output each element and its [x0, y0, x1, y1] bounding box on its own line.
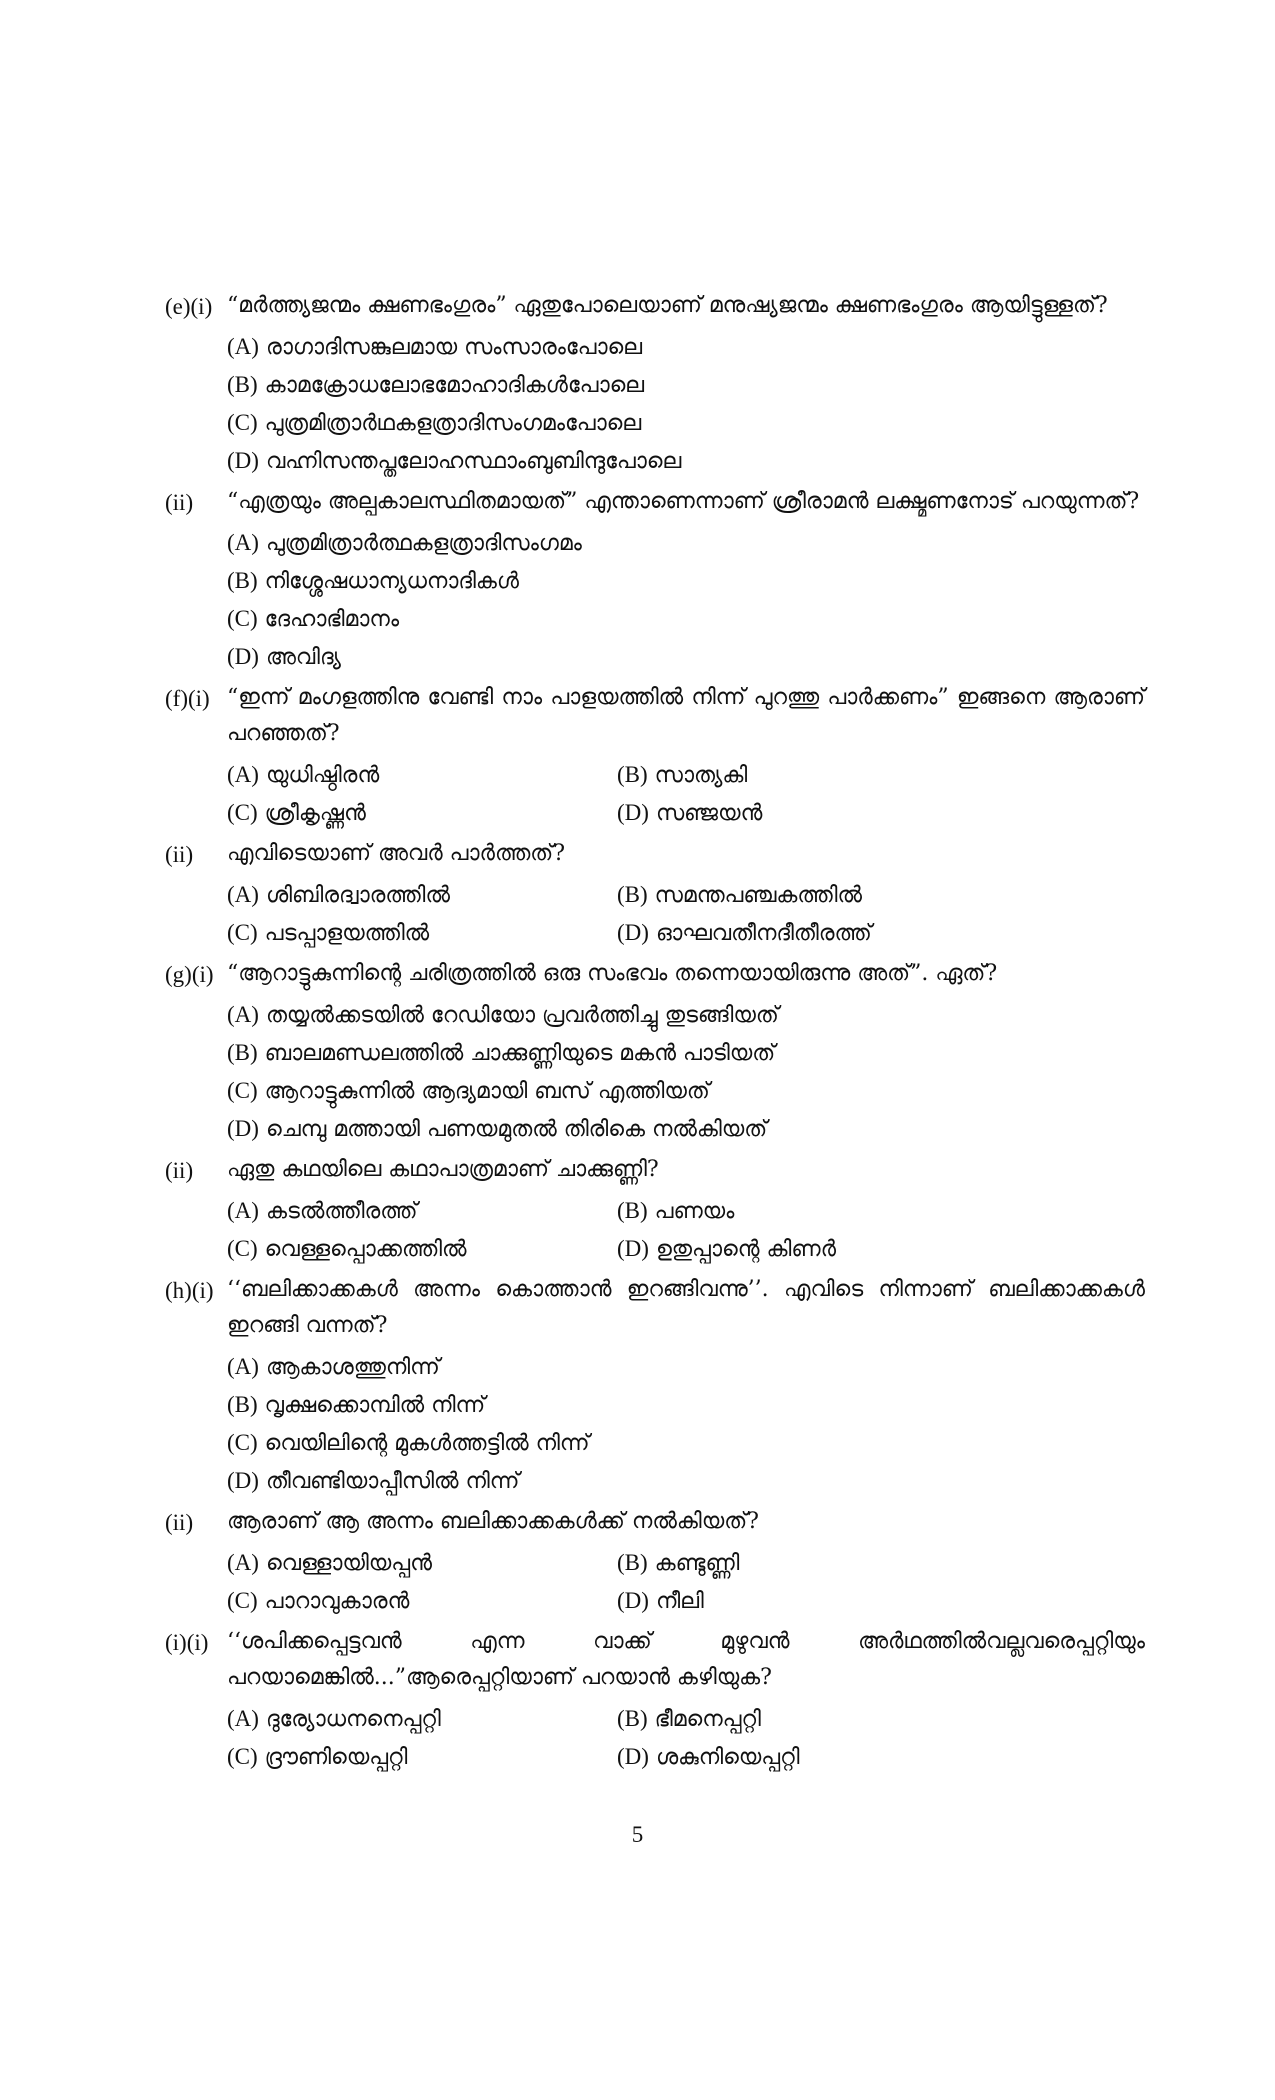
option-b: (B) വൃക്ഷക്കൊമ്പിൽ നിന്ന്: [227, 1392, 486, 1418]
option-c: (C) വെയിലിന്റെ മുകൾത്തട്ടിൽ നിന്ന്: [227, 1430, 590, 1456]
option-b: (B) കാമക്രോധലോഭമോഹാദികൾപോലെ: [227, 372, 645, 398]
option-d: (D) അവിദ്യ: [227, 644, 341, 670]
option-b: (B) സമന്തപഞ്ചകത്തിൽ: [617, 882, 863, 908]
option-d: (D) സഞ്ജയൻ: [617, 800, 763, 826]
question-number: (ii): [165, 1158, 194, 1183]
question-sheet: [165, 288, 1145, 1776]
option-d: (D) ഓഘവതീനദീതീരത്ത്: [617, 920, 872, 946]
option-a: (A) പുത്രമിത്രാർത്ഥകളത്രാദിസംഗമം: [227, 530, 582, 556]
option-c: (C) പുത്രമിത്രാർഥകളത്രാദിസംഗമംപോലെ: [227, 410, 642, 436]
option-d: (D) ശകുനിയെപ്പറ്റി: [617, 1744, 800, 1770]
question-number: (h)(i): [165, 1278, 214, 1303]
option-b: (B) സാത്യകി: [617, 762, 748, 788]
option-c: (C) ദ്രൗണിയെപ്പറ്റി: [227, 1744, 408, 1770]
option-a: (A) ശിബിരദ്വാരത്തിൽ: [227, 882, 450, 908]
option-d: (D) തീവണ്ടിയാപ്പീസിൽ നിന്ന്: [227, 1468, 520, 1494]
question-number: (ii): [165, 842, 194, 867]
option-c: (C) പടപ്പാളയത്തിൽ: [227, 920, 430, 946]
option-a: (A) തയ്യൽക്കടയിൽ റേഡിയോ പ്രവർത്തിച്ചു തുടങ്ങിയത്: [227, 1002, 779, 1028]
question-stem: ‘‘ബലിക്കാക്കകൾ അന്നം കൊത്താൻ ഇറങ്ങിവന്നു’’. എവിടെ നിന്നാണ് ബലിക്കാക്കകൾ ഇറങ്ങി വന്നത്?: [227, 1277, 1145, 1338]
option-b: (B) ഭീമനെപ്പറ്റി: [617, 1706, 761, 1732]
question-number: (g)(i): [165, 962, 214, 987]
question-number: (f)(i): [165, 686, 210, 711]
option-a: (A) യുധിഷ്ഠിരൻ: [227, 762, 380, 788]
option-a: (A) ദുര്യോധനനെപ്പറ്റി: [227, 1706, 441, 1732]
option-b: (B) പണയം: [617, 1198, 735, 1224]
question-g-ii: [165, 1152, 1145, 1268]
question-e-ii: [165, 484, 1145, 676]
option-a: (A) ആകാശത്തുനിന്ന്: [227, 1354, 440, 1380]
option-b: (B) നിശ്ശേഷധാന്യധനാദികൾ: [227, 568, 519, 594]
option-d: (D) വഹ്നിസന്തപ്തലോഹസ്ഥാംബുബിന്ദുപോലെ: [227, 448, 682, 474]
question-number: (ii): [165, 1510, 194, 1535]
option-d: (D) നീലി: [617, 1588, 704, 1614]
option-c: (C) പാറാവുകാരൻ: [227, 1588, 410, 1614]
question-f-ii: [165, 836, 1145, 952]
option-d: (D) ഉതുപ്പാന്റെ കിണർ: [617, 1236, 836, 1262]
question-number: (i)(i): [165, 1630, 209, 1655]
question-i-i: [165, 1624, 1145, 1776]
option-b: (B) കണ്ടുണ്ണി: [617, 1550, 740, 1576]
question-stem: “ആറാട്ടുകുന്നിന്റെ ചരിത്രത്തിൽ ഒരു സംഭവം തന്നെയായിരുന്നു അത്”. ഏത്?: [227, 961, 998, 986]
question-stem: “എത്രയും അല്പകാലസ്ഥിതമായത്” എന്താണെന്നാണ് ശ്രീരാമൻ ലക്ഷ്മണനോട് പറയുന്നത്?: [227, 489, 1140, 514]
question-number: (e)(i): [165, 294, 213, 319]
option-b: (B) ബാലമണ്ഡലത്തിൽ ചാക്കുണ്ണിയുടെ മകൻ പാടിയത്: [227, 1040, 776, 1066]
option-c: (C) ആറാട്ടുകുന്നിൽ ആദ്യമായി ബസ് എത്തിയത്: [227, 1078, 710, 1104]
question-number: (ii): [165, 490, 194, 515]
question-h-i: [165, 1272, 1145, 1500]
question-stem: ആരാണ് ആ അന്നം ബലിക്കാക്കകൾക്ക് നൽകിയത്?: [227, 1509, 759, 1534]
question-f-i: [165, 680, 1145, 832]
question-stem: “മർത്ത്യജന്മം ക്ഷണഭംഗുരം” ഏതുപോലെയാണ് മനുഷ്യജന്മം ക്ഷണഭംഗുരം ആയിട്ടുള്ളത്?: [227, 293, 1108, 318]
question-g-i: [165, 956, 1145, 1148]
question-stem: ‘‘ശപിക്കപ്പെട്ടവൻ എന്ന വാക്ക് മുഴുവൻ അർഥത്തിൽവല്ലവരെപ്പറ്റിയും പറയാമെങ്കിൽ...”ആരെപ്പറ്റിയാണ് പറയാൻ കഴിയുക?: [227, 1629, 1145, 1690]
question-stem: “ഇന്ന് മംഗളത്തിനു വേണ്ടി നാം പാളയത്തിൽ നിന്ന് പുറത്തു പാർക്കണം” ഇങ്ങനെ ആരാണ് പറഞ്ഞത്?: [227, 685, 1145, 746]
question-e-i: [165, 288, 1145, 480]
option-c: (C) വെള്ളപ്പൊക്കത്തിൽ: [227, 1236, 467, 1262]
option-c: (C) ദേഹാഭിമാനം: [227, 606, 400, 632]
question-stem: ഏതു കഥയിലെ കഥാപാത്രമാണ് ചാക്കുണ്ണി?: [227, 1157, 659, 1182]
option-d: (D) ചെമ്പു മത്തായി പണയമുതൽ തിരികെ നൽകിയത്: [227, 1116, 768, 1142]
option-c: (C) ശ്രീകൃഷ്ണൻ: [227, 800, 366, 826]
page-number: 5: [631, 1822, 644, 1847]
question-h-ii: [165, 1504, 1145, 1620]
question-stem: എവിടെയാണ് അവർ പാർത്തത്?: [227, 841, 566, 866]
option-a: (A) രാഗാദിസങ്കുലമായ സംസാരംപോലെ: [227, 334, 643, 360]
option-a: (A) വെള്ളായിയപ്പൻ: [227, 1550, 432, 1576]
option-a: (A) കടൽത്തീരത്ത്: [227, 1198, 418, 1224]
